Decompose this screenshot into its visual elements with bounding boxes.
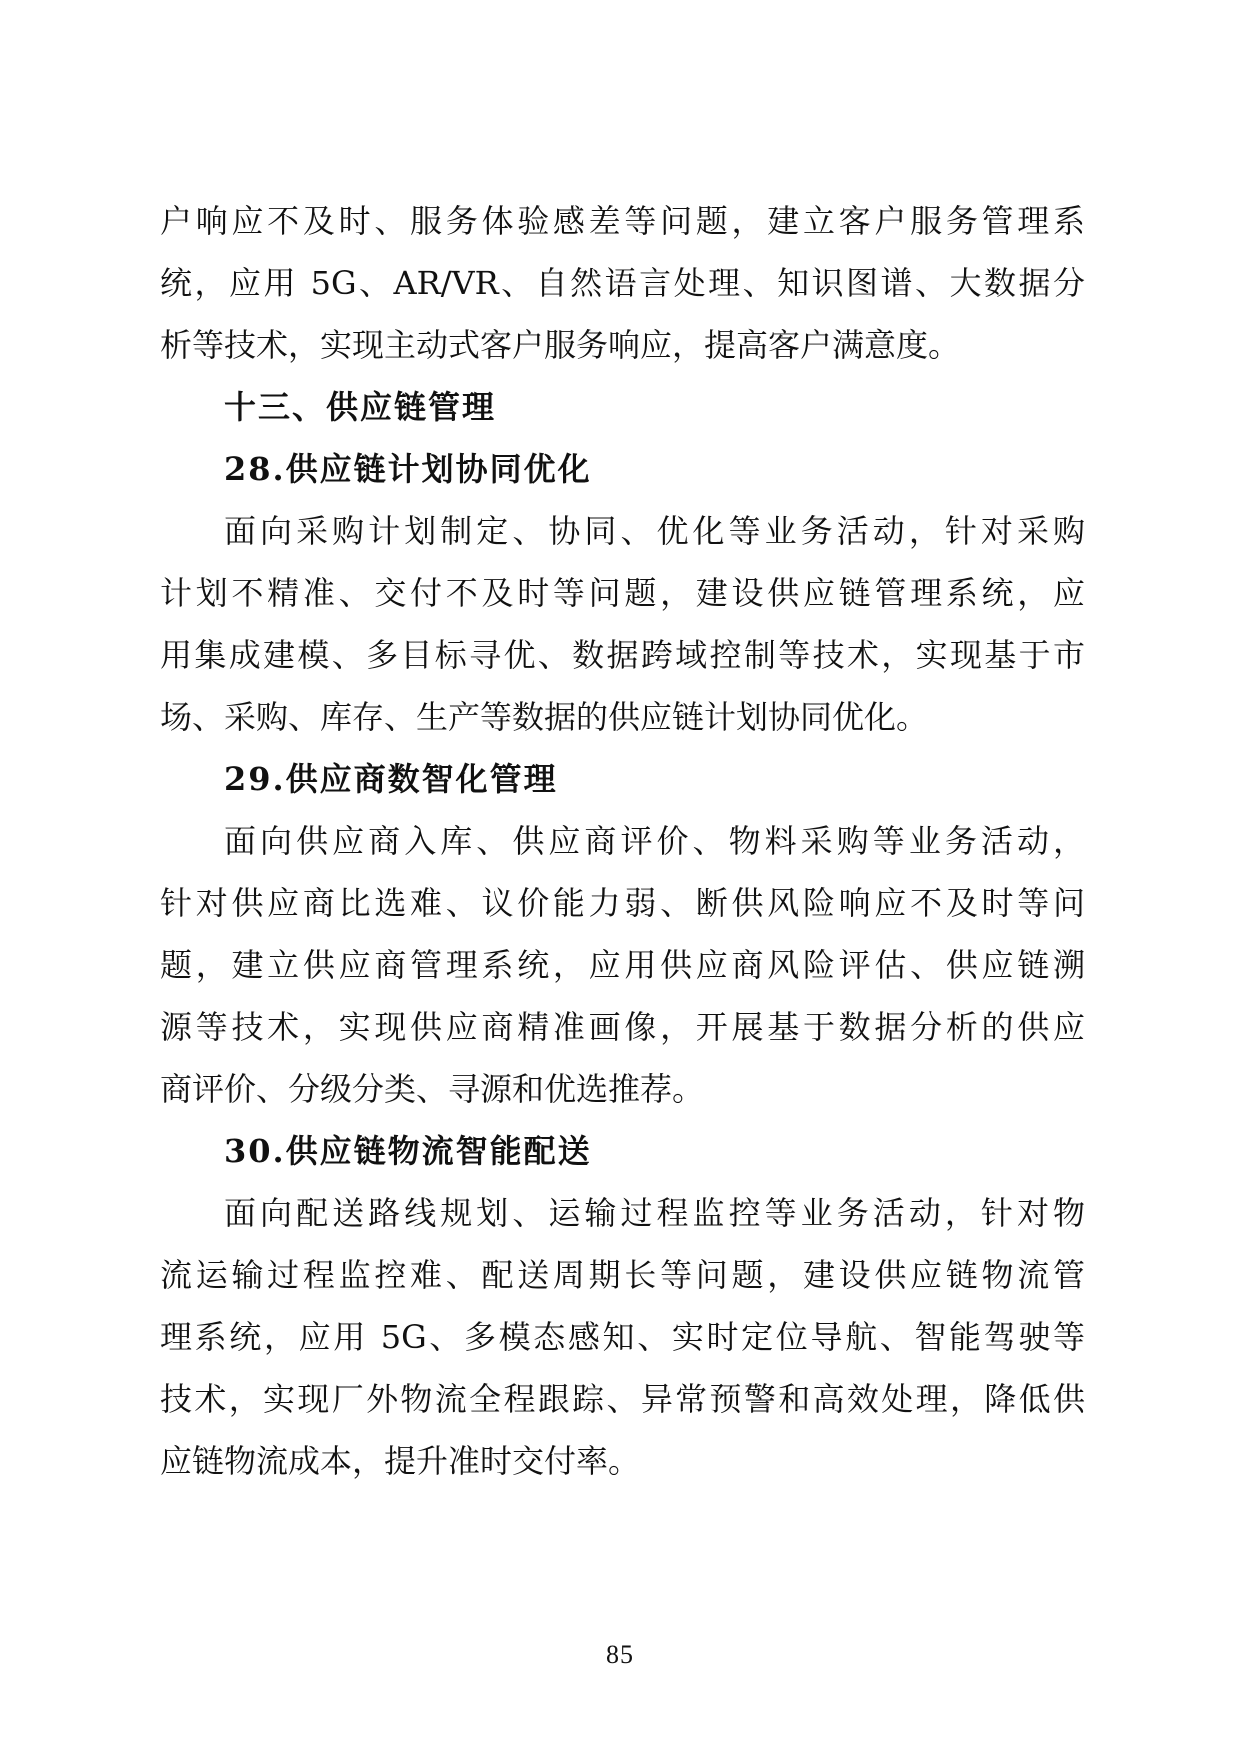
item-29-line-1: 面向供应商入库、供应商评价、物料采购等业务活动， (224, 822, 1085, 860)
item-28-title: 28.供应链计划协同优化 (224, 450, 592, 488)
item-29-line-4: 源等技术，实现供应商精准画像，开展基于数据分析的供应 (160, 1008, 1085, 1046)
item-28-line-2: 计划不精准、交付不及时等问题，建设供应链管理系统，应 (160, 574, 1085, 612)
item-28-line-1: 面向采购计划制定、协同、优化等业务活动，针对采购 (224, 512, 1085, 550)
intro-line-1: 户响应不及时、服务体验感差等问题，建立客户服务管理系 (160, 202, 1085, 240)
item-28-line-4: 场、采购、库存、生产等数据的供应链计划协同优化。 (160, 698, 929, 736)
item-29-title: 29.供应商数智化管理 (224, 760, 558, 798)
intro-line-3: 析等技术，实现主动式客户服务响应，提高客户满意度。 (160, 326, 961, 364)
page-number: 85 (606, 1640, 634, 1669)
intro-line-2: 统，应用 5G、AR/VR、自然语言处理、知识图谱、大数据分 (160, 264, 1085, 302)
item-30-title: 30.供应链物流智能配送 (224, 1132, 592, 1170)
item-29-line-2: 针对供应商比选难、议价能力弱、断供风险响应不及时等问 (160, 884, 1085, 922)
item-29-line-3: 题，建立供应商管理系统，应用供应商风险评估、供应链溯 (160, 946, 1085, 984)
item-30-line-3: 理系统，应用 5G、多模态感知、实时定位导航、智能驾驶等 (160, 1318, 1085, 1356)
item-28-line-3: 用集成建模、多目标寻优、数据跨域控制等技术，实现基于市 (160, 636, 1085, 674)
item-29-line-5: 商评价、分级分类、寻源和优选推荐。 (160, 1070, 705, 1108)
item-30-line-4: 技术，实现厂外物流全程跟踪、异常预警和高效处理，降低供 (160, 1380, 1085, 1418)
item-30-line-5: 应链物流成本，提升准时交付率。 (160, 1442, 641, 1480)
item-30-line-1: 面向配送路线规划、运输过程监控等业务活动，针对物 (224, 1194, 1085, 1232)
section-heading: 十三、供应链管理 (224, 388, 497, 426)
item-30-line-2: 流运输过程监控难、配送周期长等问题，建设供应链物流管 (160, 1256, 1085, 1294)
